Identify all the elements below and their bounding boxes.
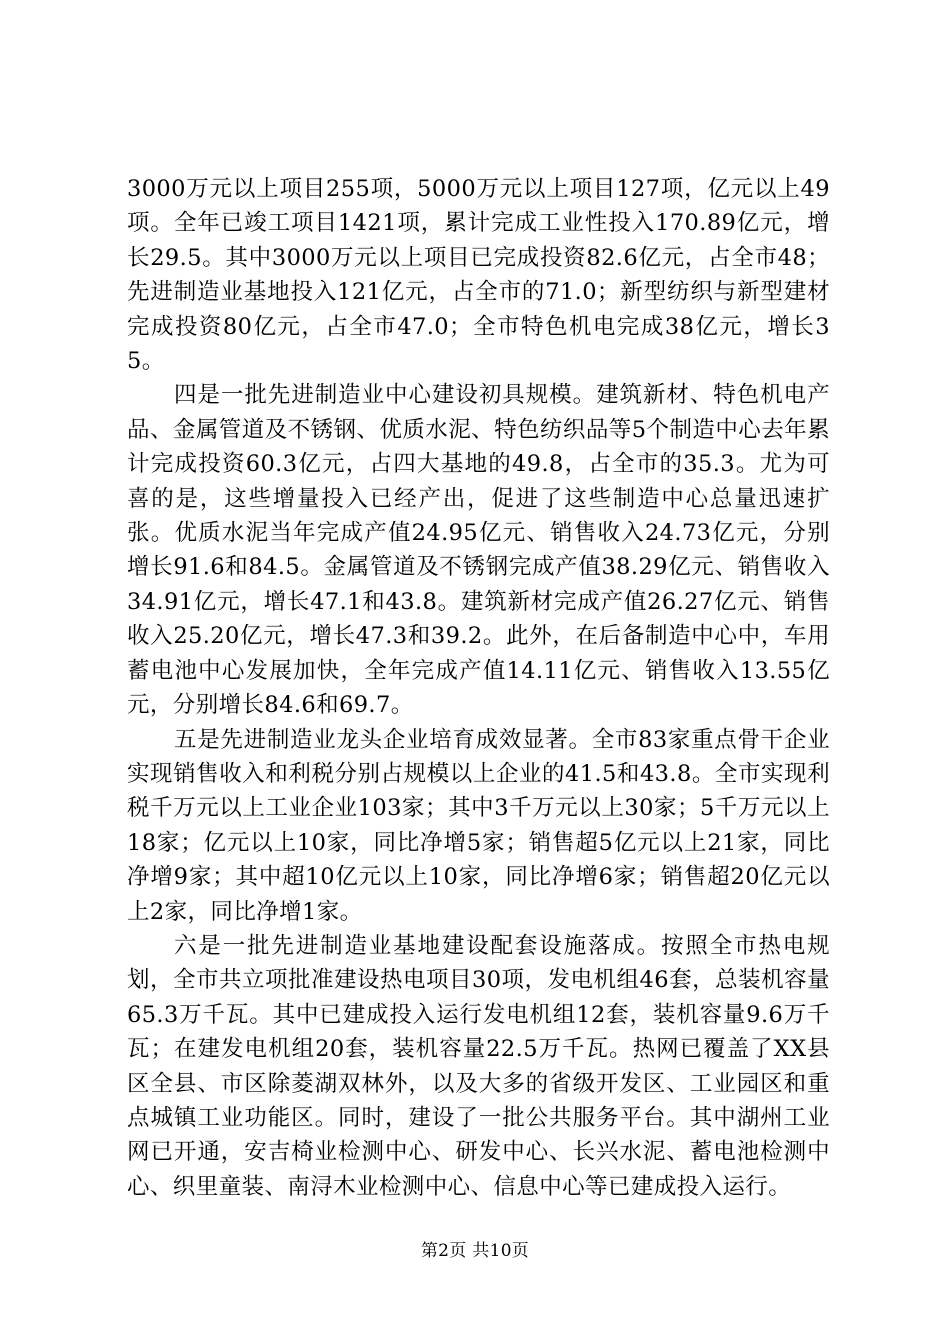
paragraph-1: 3000万元以上项目255项，5000万元以上项目127项，亿元以上49项。全年已竣工项目1421项，累计完成工业性投入170.89亿元，增长29.5。其中3000万元以上项目已完成投资82.6亿元，占全市48；先进制造业基地投入121亿元，占全市的71.0；新型纺织与新型建材完成投资80亿元，占全市47.0；全市特色机电完成38亿元，增长35。 [127,176,830,375]
paragraph-4: 六是一批先进制造业基地建设配套设施落成。按照全市热电规划，全市共立项批准建设热电项目30项，发电机组46套，总装机容量65.3万千瓦。其中已建成投入运行发电机组12套，装机容量9.6万千瓦；在建发电机组20套，装机容量22.5万千瓦。热网已覆盖了XX县区全县、市区除菱湖双林外，以及大多的省级开发区、工业园区和重点城镇工业功能区。同时，建设了一批公共服务平台。其中湖州工业网已开通，安吉椅业检测中心、研发中心、长兴水泥、蓄电池检测中心、织里童装、南浔木业检测中心、信息中心等已建成投入运行。 [127,932,830,1200]
paragraph-3: 五是先进制造业龙头企业培育成效显著。全市83家重点骨干企业实现销售收入和利税分别占规模以上企业的41.5和43.8。全市实现利税千万元以上工业企业103家；其中3千万元以上30家；5千万元以上18家；亿元以上10家，同比净增5家；销售超5亿元以上21家，同比净增9家；其中超10亿元以上10家，同比净增6家；销售超20亿元以上2家，同比净增1家。 [127,726,830,925]
document-body [127,172,830,1204]
paragraph-2: 四是一批先进制造业中心建设初具规模。建筑新材、特色机电产品、金属管道及不锈钢、优质水泥、特色纺织品等5个制造中心去年累计完成投资60.3亿元，占四大基地的49.8，占全市的35.3。尤为可喜的是，这些增量投入已经产出，促进了这些制造中心总量迅速扩张。优质水泥当年完成产值24.95亿元、销售收入24.73亿元，分别增长91.6和84.5。金属管道及不锈钢完成产值38.29亿元、销售收入34.91亿元，增长47.1和43.8。建筑新材完成产值26.27亿元、销售收入25.20亿元，增长47.3和39.2。此外，在后备制造中心中，车用蓄电池中心发展加快，全年完成产值14.11亿元、销售收入13.55亿元，分别增长84.6和69.7。 [127,382,830,719]
page-number-footer: 第2页 共10页 [420,1241,530,1261]
